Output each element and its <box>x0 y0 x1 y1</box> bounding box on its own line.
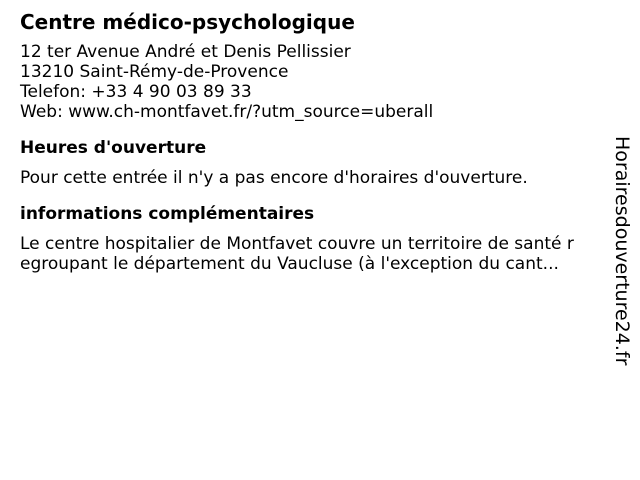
address-city: 13210 Saint-Rémy-de-Provence <box>20 62 289 82</box>
page-title: Centre médico-psychologique <box>20 10 355 34</box>
address-street: 12 ter Avenue André et Denis Pellissier <box>20 42 351 62</box>
hours-heading: Heures d'ouverture <box>20 138 207 158</box>
hours-text: Pour cette entrée il n'y a pas encore d'horaires d'ouverture. <box>20 168 528 188</box>
website: Web: www.ch-montfavet.fr/?utm_source=uberall <box>20 102 434 122</box>
info-heading: informations complémentaires <box>20 204 315 224</box>
listing-card <box>20 10 600 274</box>
phone-number: Telefon: +33 4 90 03 89 33 <box>20 82 252 102</box>
info-text-line-1: Le centre hospitalier de Montfavet couvre un territoire de santé r <box>20 234 574 254</box>
info-text-line-2: egroupant le département du Vaucluse (à l'exception du cant... <box>20 254 559 274</box>
brand-watermark <box>600 136 640 366</box>
brand-label: Horairesdouverture24.fr <box>611 136 633 366</box>
